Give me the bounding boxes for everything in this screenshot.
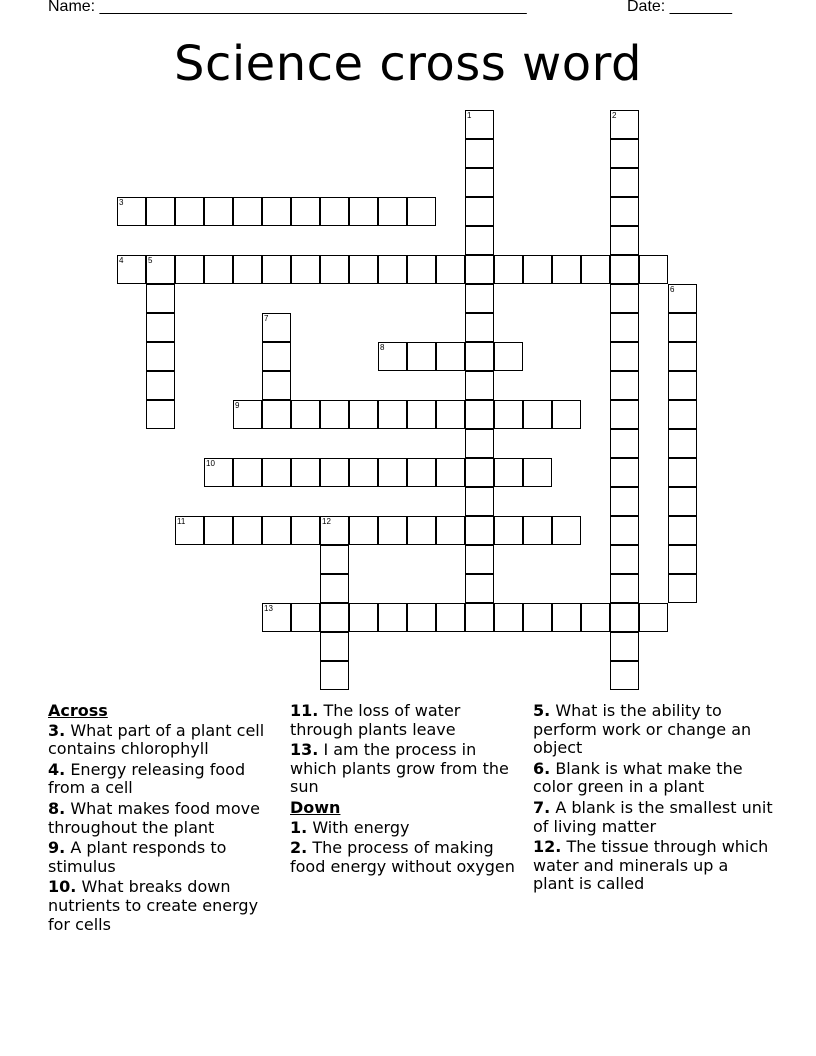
crossword-cell[interactable] [378,458,407,487]
clue-text: I am the process in which plants grow from the sun [290,740,509,797]
clue-number: 5. [533,701,551,720]
crossword-cell[interactable] [233,516,262,545]
clue-number: 11. [290,701,319,720]
crossword-cell[interactable] [378,255,407,284]
clue-number-label: 9 [235,401,240,410]
crossword-cell[interactable] [146,197,175,226]
clue-number: 13. [290,740,319,760]
clue-across-3 [48,722,284,759]
crossword-cell[interactable] [175,197,204,226]
clue-number: 12. [533,837,562,857]
crossword-cell[interactable] [465,458,494,487]
crossword-cell[interactable] [581,255,610,284]
crossword-cell[interactable] [465,139,494,168]
clue-down-7 [533,799,773,836]
crossword-cell[interactable] [407,400,436,429]
crossword-cell[interactable] [262,458,291,487]
page-title: Science cross word [173,36,643,92]
crossword-cell[interactable] [378,400,407,429]
clue-number-label: 1 [467,111,472,120]
crossword-cell[interactable] [407,255,436,284]
clue-number: 6. [533,758,551,778]
crossword-cell[interactable] [407,516,436,545]
clue-down-2 [290,839,526,876]
clues-column-1 [48,702,284,936]
crossword-cell[interactable] [291,400,320,429]
clue-number: 10. [48,877,77,897]
crossword-cell[interactable] [668,516,697,545]
crossword-cell[interactable] [465,545,494,574]
crossword-cell[interactable] [291,255,320,284]
clue-number: 4. [48,759,66,779]
clue-text: What makes food move throughout the plant [48,798,260,837]
crossword-cell[interactable] [378,197,407,226]
crossword-cell[interactable] [204,255,233,284]
clue-text: With energy [312,817,410,837]
crossword-cell[interactable] [552,400,581,429]
clue-text: The loss of water through plants leave [290,701,461,739]
crossword-cell[interactable] [610,139,639,168]
down-heading: Down [290,797,341,817]
clue-number-label: 3 [119,198,124,207]
clue-number: 7. [533,797,551,817]
clue-number-label: 13 [264,604,273,613]
crossword-cell[interactable] [610,516,639,545]
clue-text: A plant responds to stimulus [48,838,227,876]
crossword-cell[interactable] [233,458,262,487]
crossword-cell[interactable] [668,574,697,603]
crossword-cell[interactable] [320,255,349,284]
crossword-cell[interactable] [610,313,639,342]
clue-number: 3. [48,720,66,740]
crossword-cell[interactable] [465,110,494,139]
crossword-cell[interactable] [204,458,233,487]
crossword-cell[interactable] [262,516,291,545]
crossword-cell[interactable] [610,371,639,400]
crossword-cell[interactable] [523,516,552,545]
crossword-cell[interactable] [668,429,697,458]
crossword-cell[interactable] [610,603,639,632]
crossword-cell[interactable] [465,284,494,313]
crossword-cell[interactable] [610,284,639,313]
crossword-cell[interactable] [494,516,523,545]
clue-text: A blank is the smallest unit of living matter [533,797,773,836]
crossword-cell[interactable] [668,400,697,429]
clue-down-12 [533,838,773,894]
crossword-cell[interactable] [465,429,494,458]
clue-across-8 [48,800,284,837]
crossword-cell[interactable] [581,603,610,632]
clue-across-10 [48,878,284,934]
crossword-cell[interactable] [639,255,668,284]
crossword-cell[interactable] [378,603,407,632]
clue-text: What is the ability to perform work or change an object [533,701,752,758]
clue-text: What part of a plant cell contains chlorophyll [48,720,265,759]
crossword-cell[interactable] [204,516,233,545]
crossword-cell[interactable] [523,255,552,284]
clues-column-3 [533,702,773,896]
crossword-cell[interactable] [465,342,494,371]
clue-number-label: 12 [322,517,331,526]
crossword-cell[interactable] [407,603,436,632]
crossword-cell[interactable] [291,603,320,632]
crossword-cell[interactable] [320,400,349,429]
crossword-cell[interactable] [465,487,494,516]
clue-across-4 [48,761,284,798]
clue-text: What breaks down nutrients to create energy for cells [48,877,259,934]
crossword-cell[interactable] [436,458,465,487]
crossword-cell[interactable] [320,197,349,226]
crossword-cell[interactable] [117,255,146,284]
clue-text: The tissue through which water and minerals up a plant is called [533,837,769,894]
crossword-cell[interactable] [494,458,523,487]
crossword-cell[interactable] [465,574,494,603]
crossword-cell[interactable] [494,255,523,284]
clue-across-9 [48,839,284,876]
crossword-cell[interactable] [146,371,175,400]
crossword-cell[interactable] [465,168,494,197]
crossword-cell[interactable] [610,110,639,139]
crossword-cell[interactable] [262,342,291,371]
crossword-cell[interactable] [262,255,291,284]
crossword-cell[interactable] [436,400,465,429]
crossword-cell[interactable] [610,168,639,197]
clue-text: The process of making food energy without oxygen [290,838,515,876]
crossword-cell[interactable] [233,197,262,226]
crossword-cell[interactable] [175,255,204,284]
crossword-cell[interactable] [378,516,407,545]
crossword-cell[interactable] [407,197,436,226]
crossword-cell[interactable] [610,342,639,371]
clue-down-1 [290,819,526,838]
crossword-cell[interactable] [320,632,349,661]
clue-number-label: 8 [380,343,385,352]
crossword-cell[interactable] [291,458,320,487]
clue-number-label: 2 [612,111,617,120]
crossword-cell[interactable] [436,516,465,545]
crossword-cell[interactable] [204,197,233,226]
clue-number: 2. [290,838,308,858]
crossword-cell[interactable] [552,603,581,632]
crossword-cell[interactable] [610,632,639,661]
crossword-cell[interactable] [610,226,639,255]
crossword-cell[interactable] [320,574,349,603]
crossword-cell[interactable] [146,400,175,429]
crossword-cell[interactable] [262,371,291,400]
crossword-cell[interactable] [523,458,552,487]
crossword-cell[interactable] [146,255,175,284]
crossword-cell[interactable] [378,342,407,371]
crossword-cell[interactable] [407,458,436,487]
crossword-cell[interactable] [610,400,639,429]
clue-down-6 [533,760,773,797]
crossword-cell[interactable] [465,313,494,342]
crossword-cell[interactable] [349,255,378,284]
crossword-cell[interactable] [465,197,494,226]
crossword-cell[interactable] [465,255,494,284]
crossword-cell[interactable] [175,516,204,545]
clue-number-label: 4 [119,256,124,265]
crossword-cell[interactable] [349,603,378,632]
crossword-cell[interactable] [349,197,378,226]
crossword-cell[interactable] [320,458,349,487]
crossword-cell[interactable] [320,545,349,574]
clue-text: Blank is what make the color green in a plant [533,758,743,797]
clue-down-5 [533,702,773,758]
crossword-cell[interactable] [610,574,639,603]
crossword-cell[interactable] [610,545,639,574]
crossword-cell[interactable] [494,603,523,632]
crossword-cell[interactable] [436,342,465,371]
crossword-cell[interactable] [523,603,552,632]
crossword-cell[interactable] [610,487,639,516]
crossword-cell[interactable] [610,661,639,690]
crossword-cell[interactable] [552,255,581,284]
clue-number: 8. [48,798,66,818]
crossword-cell[interactable] [494,400,523,429]
crossword-cell[interactable] [233,400,262,429]
crossword-cell[interactable] [668,284,697,313]
crossword-cell[interactable] [349,458,378,487]
crossword-cell[interactable] [320,516,349,545]
crossword-cell[interactable] [262,313,291,342]
clue-number-label: 5 [148,256,153,265]
clue-across-13 [290,741,526,797]
crossword-cell[interactable] [523,400,552,429]
crossword-cell[interactable] [668,458,697,487]
crossword-cell[interactable] [610,458,639,487]
crossword-cell[interactable] [146,342,175,371]
crossword-cell[interactable] [262,400,291,429]
clue-across-11 [290,702,526,739]
crossword-cell[interactable] [291,516,320,545]
crossword-cell[interactable] [668,487,697,516]
crossword-cell[interactable] [668,313,697,342]
crossword-cell[interactable] [465,603,494,632]
crossword-cell[interactable] [494,342,523,371]
crossword-cell[interactable] [639,603,668,632]
crossword-cell[interactable] [668,371,697,400]
crossword-cell[interactable] [465,400,494,429]
crossword-cell[interactable] [465,516,494,545]
crossword-cell[interactable] [146,284,175,313]
crossword-cell[interactable] [610,429,639,458]
clue-text: Energy releasing food from a cell [48,759,246,798]
crossword-cell[interactable] [552,516,581,545]
crossword-cell[interactable] [262,197,291,226]
clue-number-label: 11 [177,517,186,526]
across-heading: Across [48,701,108,720]
crossword-cell[interactable] [668,342,697,371]
clue-number-label: 10 [206,459,215,468]
clues-column-2 [290,702,526,878]
crossword-cell[interactable] [436,603,465,632]
crossword-cell[interactable] [610,255,639,284]
crossword-cell[interactable] [320,603,349,632]
crossword-cell[interactable] [349,400,378,429]
clue-number-label: 6 [670,285,675,294]
crossword-cell[interactable] [117,197,146,226]
clue-number: 1. [290,817,308,837]
crossword-cell[interactable] [320,661,349,690]
crossword-cell[interactable] [668,545,697,574]
crossword-cell[interactable] [349,516,378,545]
name-field-label: Name: ________________________________________________ [48,0,527,15]
crossword-cell[interactable] [146,313,175,342]
date-field-label: Date: _______ [627,0,732,15]
crossword-cell[interactable] [465,226,494,255]
crossword-cell[interactable] [291,197,320,226]
crossword-cell[interactable] [610,197,639,226]
clue-number: 9. [48,838,66,858]
clue-number-label: 7 [264,314,269,323]
crossword-cell[interactable] [436,255,465,284]
crossword-cell[interactable] [407,342,436,371]
crossword-cell[interactable] [262,603,291,632]
crossword-cell[interactable] [233,255,262,284]
crossword-cell[interactable] [465,371,494,400]
